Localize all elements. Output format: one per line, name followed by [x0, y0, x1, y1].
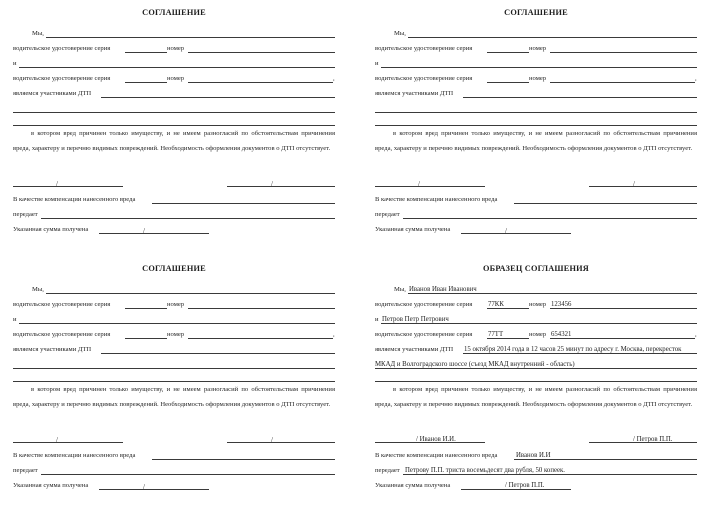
- license-label: водительское удостоверение серия: [13, 331, 111, 338]
- number-label: номер: [167, 331, 185, 338]
- license-series-value: 77ТТ: [488, 330, 504, 338]
- number-label: номер: [529, 75, 547, 82]
- agreement-form-top-left: [13, 0, 335, 240]
- signature-line-2[interactable]: [589, 442, 697, 443]
- participant1-name-line[interactable]: [408, 293, 697, 294]
- signature-line-1[interactable]: [375, 186, 485, 187]
- license-number-line[interactable]: [550, 338, 695, 339]
- license-series-line[interactable]: [487, 52, 529, 53]
- transfers-label: передает: [13, 467, 38, 474]
- received-label: Указанная сумма получена: [13, 482, 89, 489]
- accident-details-line[interactable]: [375, 112, 697, 113]
- number-label: номер: [167, 45, 185, 52]
- slash-mark: /: [271, 436, 273, 444]
- accident-details-line[interactable]: [13, 368, 335, 369]
- compensation-label: В качестве компенсации нанесенного вреда: [375, 452, 498, 459]
- license-number-line[interactable]: [550, 52, 697, 53]
- participants-label: являемся участниками ДТП: [13, 346, 92, 353]
- transfers-label: передает: [375, 467, 400, 474]
- license-number-line[interactable]: [550, 82, 695, 83]
- form-title: СОГЛАШЕНИЕ: [142, 8, 206, 17]
- received-signature-line[interactable]: [461, 233, 571, 234]
- accident-details-value: 15 октября 2014 года в 12 часов 25 минут по адресу г. Москва, перекресток: [464, 345, 682, 353]
- slash-mark: /: [56, 180, 58, 188]
- license-label: водительское удостоверение серия: [375, 45, 473, 52]
- participants-label: являемся участниками ДТП: [375, 346, 454, 353]
- signature-line-1[interactable]: [13, 442, 123, 443]
- slash-mark: /: [143, 483, 145, 491]
- accident-details-line[interactable]: [375, 125, 697, 126]
- comma-mark: ,: [695, 331, 697, 338]
- transfers-line[interactable]: [41, 474, 335, 475]
- license-series-line[interactable]: [125, 52, 167, 53]
- participant2-name-line[interactable]: [19, 323, 335, 324]
- and-label: и: [13, 316, 17, 323]
- participants-label: являемся участниками ДТП: [375, 90, 454, 97]
- received-label: Указанная сумма получена: [375, 482, 451, 489]
- accident-details-line[interactable]: [13, 112, 335, 113]
- number-label: номер: [167, 301, 185, 308]
- and-label: и: [13, 60, 17, 67]
- number-label: номер: [529, 331, 547, 338]
- we-label: Мы,: [394, 286, 406, 293]
- compensation-line[interactable]: [152, 459, 335, 460]
- accident-details-line[interactable]: [375, 381, 697, 382]
- transfers-label: передает: [13, 211, 38, 218]
- license-series-line[interactable]: [125, 308, 167, 309]
- form-title: СОГЛАШЕНИЕ: [142, 264, 206, 273]
- received-label: Указанная сумма получена: [13, 226, 89, 233]
- participant2-name-line[interactable]: [381, 67, 697, 68]
- participant2-name-line[interactable]: [19, 67, 335, 68]
- license-series-line[interactable]: [487, 338, 529, 339]
- signature-line-2[interactable]: [227, 442, 335, 443]
- license-label: водительское удостоверение серия: [13, 75, 111, 82]
- received-signature-line[interactable]: [99, 489, 209, 490]
- damage-statement: в котором вред причинен только имуществу, и не имеем разногласий по обстоятельствам причинения вреда, характеру и перечню видимых повреждений. Необходимость оформления документов о ДТП отсутствует.: [375, 130, 697, 152]
- license-series-line[interactable]: [125, 82, 167, 83]
- compensation-label: В качестве компенсации нанесенного вреда: [13, 452, 136, 459]
- accident-details-line[interactable]: [463, 97, 697, 98]
- slash-mark: /: [633, 180, 635, 188]
- license-number-line[interactable]: [188, 52, 335, 53]
- comma-mark: ,: [333, 75, 335, 82]
- license-number-line[interactable]: [188, 308, 335, 309]
- participant1-name-line[interactable]: [408, 37, 697, 38]
- number-label: номер: [167, 75, 185, 82]
- received-signature-value: / Петров П.П.: [505, 481, 545, 489]
- and-label: и: [375, 60, 379, 67]
- and-label: и: [375, 316, 379, 323]
- accident-details-line[interactable]: [375, 368, 697, 369]
- signature-line-2[interactable]: [227, 186, 335, 187]
- compensation-label: В качестве компенсации нанесенного вреда: [13, 196, 136, 203]
- compensation-label: В качестве компенсации нанесенного вреда: [375, 196, 498, 203]
- license-series-line[interactable]: [487, 82, 529, 83]
- signature-line-2[interactable]: [589, 186, 697, 187]
- transfers-line[interactable]: [41, 218, 335, 219]
- comma-mark: ,: [695, 75, 697, 82]
- slash-mark: /: [505, 227, 507, 235]
- slash-mark: /: [271, 180, 273, 188]
- agreement-form-top-right: [375, 0, 697, 240]
- transfers-line[interactable]: [403, 218, 697, 219]
- we-label: Мы,: [32, 286, 44, 293]
- accident-details-value: МКАД и Волгоградского шоссе (съезд МКАД внутренний - область): [375, 360, 575, 368]
- slash-mark: /: [143, 227, 145, 235]
- transfers-label: передает: [375, 211, 400, 218]
- license-label: водительское удостоверение серия: [13, 45, 111, 52]
- signature-1-value: / Иванов И.И.: [416, 436, 456, 443]
- compensation-line[interactable]: [514, 203, 697, 204]
- received-label: Указанная сумма получена: [375, 226, 451, 233]
- compensation-line[interactable]: [514, 459, 697, 460]
- license-number-line[interactable]: [188, 338, 333, 339]
- compensation-line[interactable]: [152, 203, 335, 204]
- comma-mark: ,: [333, 331, 335, 338]
- license-series-line[interactable]: [487, 308, 529, 309]
- slash-mark: /: [56, 436, 58, 444]
- damage-statement: в котором вред причинен только имуществу, и не имеем разногласий по обстоятельствам причинения вреда, характеру и перечню видимых повреждений. Необходимость оформления документов о ДТП отсутствует.: [13, 386, 335, 408]
- license-label: водительское удостоверение серия: [375, 75, 473, 82]
- participant2-name-line[interactable]: [381, 323, 697, 324]
- license-number-line[interactable]: [550, 308, 697, 309]
- transfers-value: Петрову П.П. триста восемьдесят два рубля, 50 копеек.: [405, 466, 565, 474]
- signature-line-1[interactable]: [375, 442, 485, 443]
- participant1-name-value: Иванов Иван Иванович: [409, 285, 477, 293]
- license-series-line[interactable]: [125, 338, 167, 339]
- license-series-value: 77КК: [488, 300, 504, 308]
- form-title: СОГЛАШЕНИЕ: [504, 8, 568, 17]
- participant2-name-value: Петров Петр Петрович: [382, 315, 449, 323]
- accident-details-line[interactable]: [101, 353, 335, 354]
- license-number-line[interactable]: [188, 82, 333, 83]
- we-label: Мы,: [32, 30, 44, 37]
- license-number-value: 123456: [551, 300, 572, 308]
- number-label: номер: [529, 301, 547, 308]
- agreement-form-bottom-left: [13, 256, 335, 496]
- license-label: водительское удостоверение серия: [375, 331, 473, 338]
- participants-label: являемся участниками ДТП: [13, 90, 92, 97]
- accident-details-line[interactable]: [13, 125, 335, 126]
- sample-title: ОБРАЗЕЦ СОГЛАШЕНИЯ: [483, 264, 589, 273]
- received-signature-line[interactable]: [461, 489, 571, 490]
- signature-line-1[interactable]: [13, 186, 123, 187]
- license-label: водительское удостоверение серия: [375, 301, 473, 308]
- license-label: водительское удостоверение серия: [13, 301, 111, 308]
- accident-details-line[interactable]: [463, 353, 697, 354]
- we-label: Мы,: [394, 30, 406, 37]
- accident-details-line[interactable]: [101, 97, 335, 98]
- damage-statement: в котором вред причинен только имуществу, и не имеем разногласий по обстоятельствам причинения вреда, характеру и перечню видимых повреждений. Необходимость оформления документов о ДТП отсутствует.: [375, 386, 697, 408]
- accident-details-line[interactable]: [13, 381, 335, 382]
- license-number-value: 654321: [551, 330, 572, 338]
- number-label: номер: [529, 45, 547, 52]
- participant1-name-line[interactable]: [46, 293, 335, 294]
- slash-mark: /: [418, 180, 420, 188]
- damage-statement: в котором вред причинен только имуществу, и не имеем разногласий по обстоятельствам причинения вреда, характеру и перечню видимых повреждений. Необходимость оформления документов о ДТП отсутствует.: [13, 130, 335, 152]
- compensation-value: Иванов И.И: [516, 451, 551, 459]
- received-signature-line[interactable]: [99, 233, 209, 234]
- participant1-name-line[interactable]: [46, 37, 335, 38]
- agreement-sample-filled: [375, 256, 697, 496]
- signature-2-value: / Петров П.П.: [633, 436, 673, 443]
- transfers-line[interactable]: [403, 474, 697, 475]
